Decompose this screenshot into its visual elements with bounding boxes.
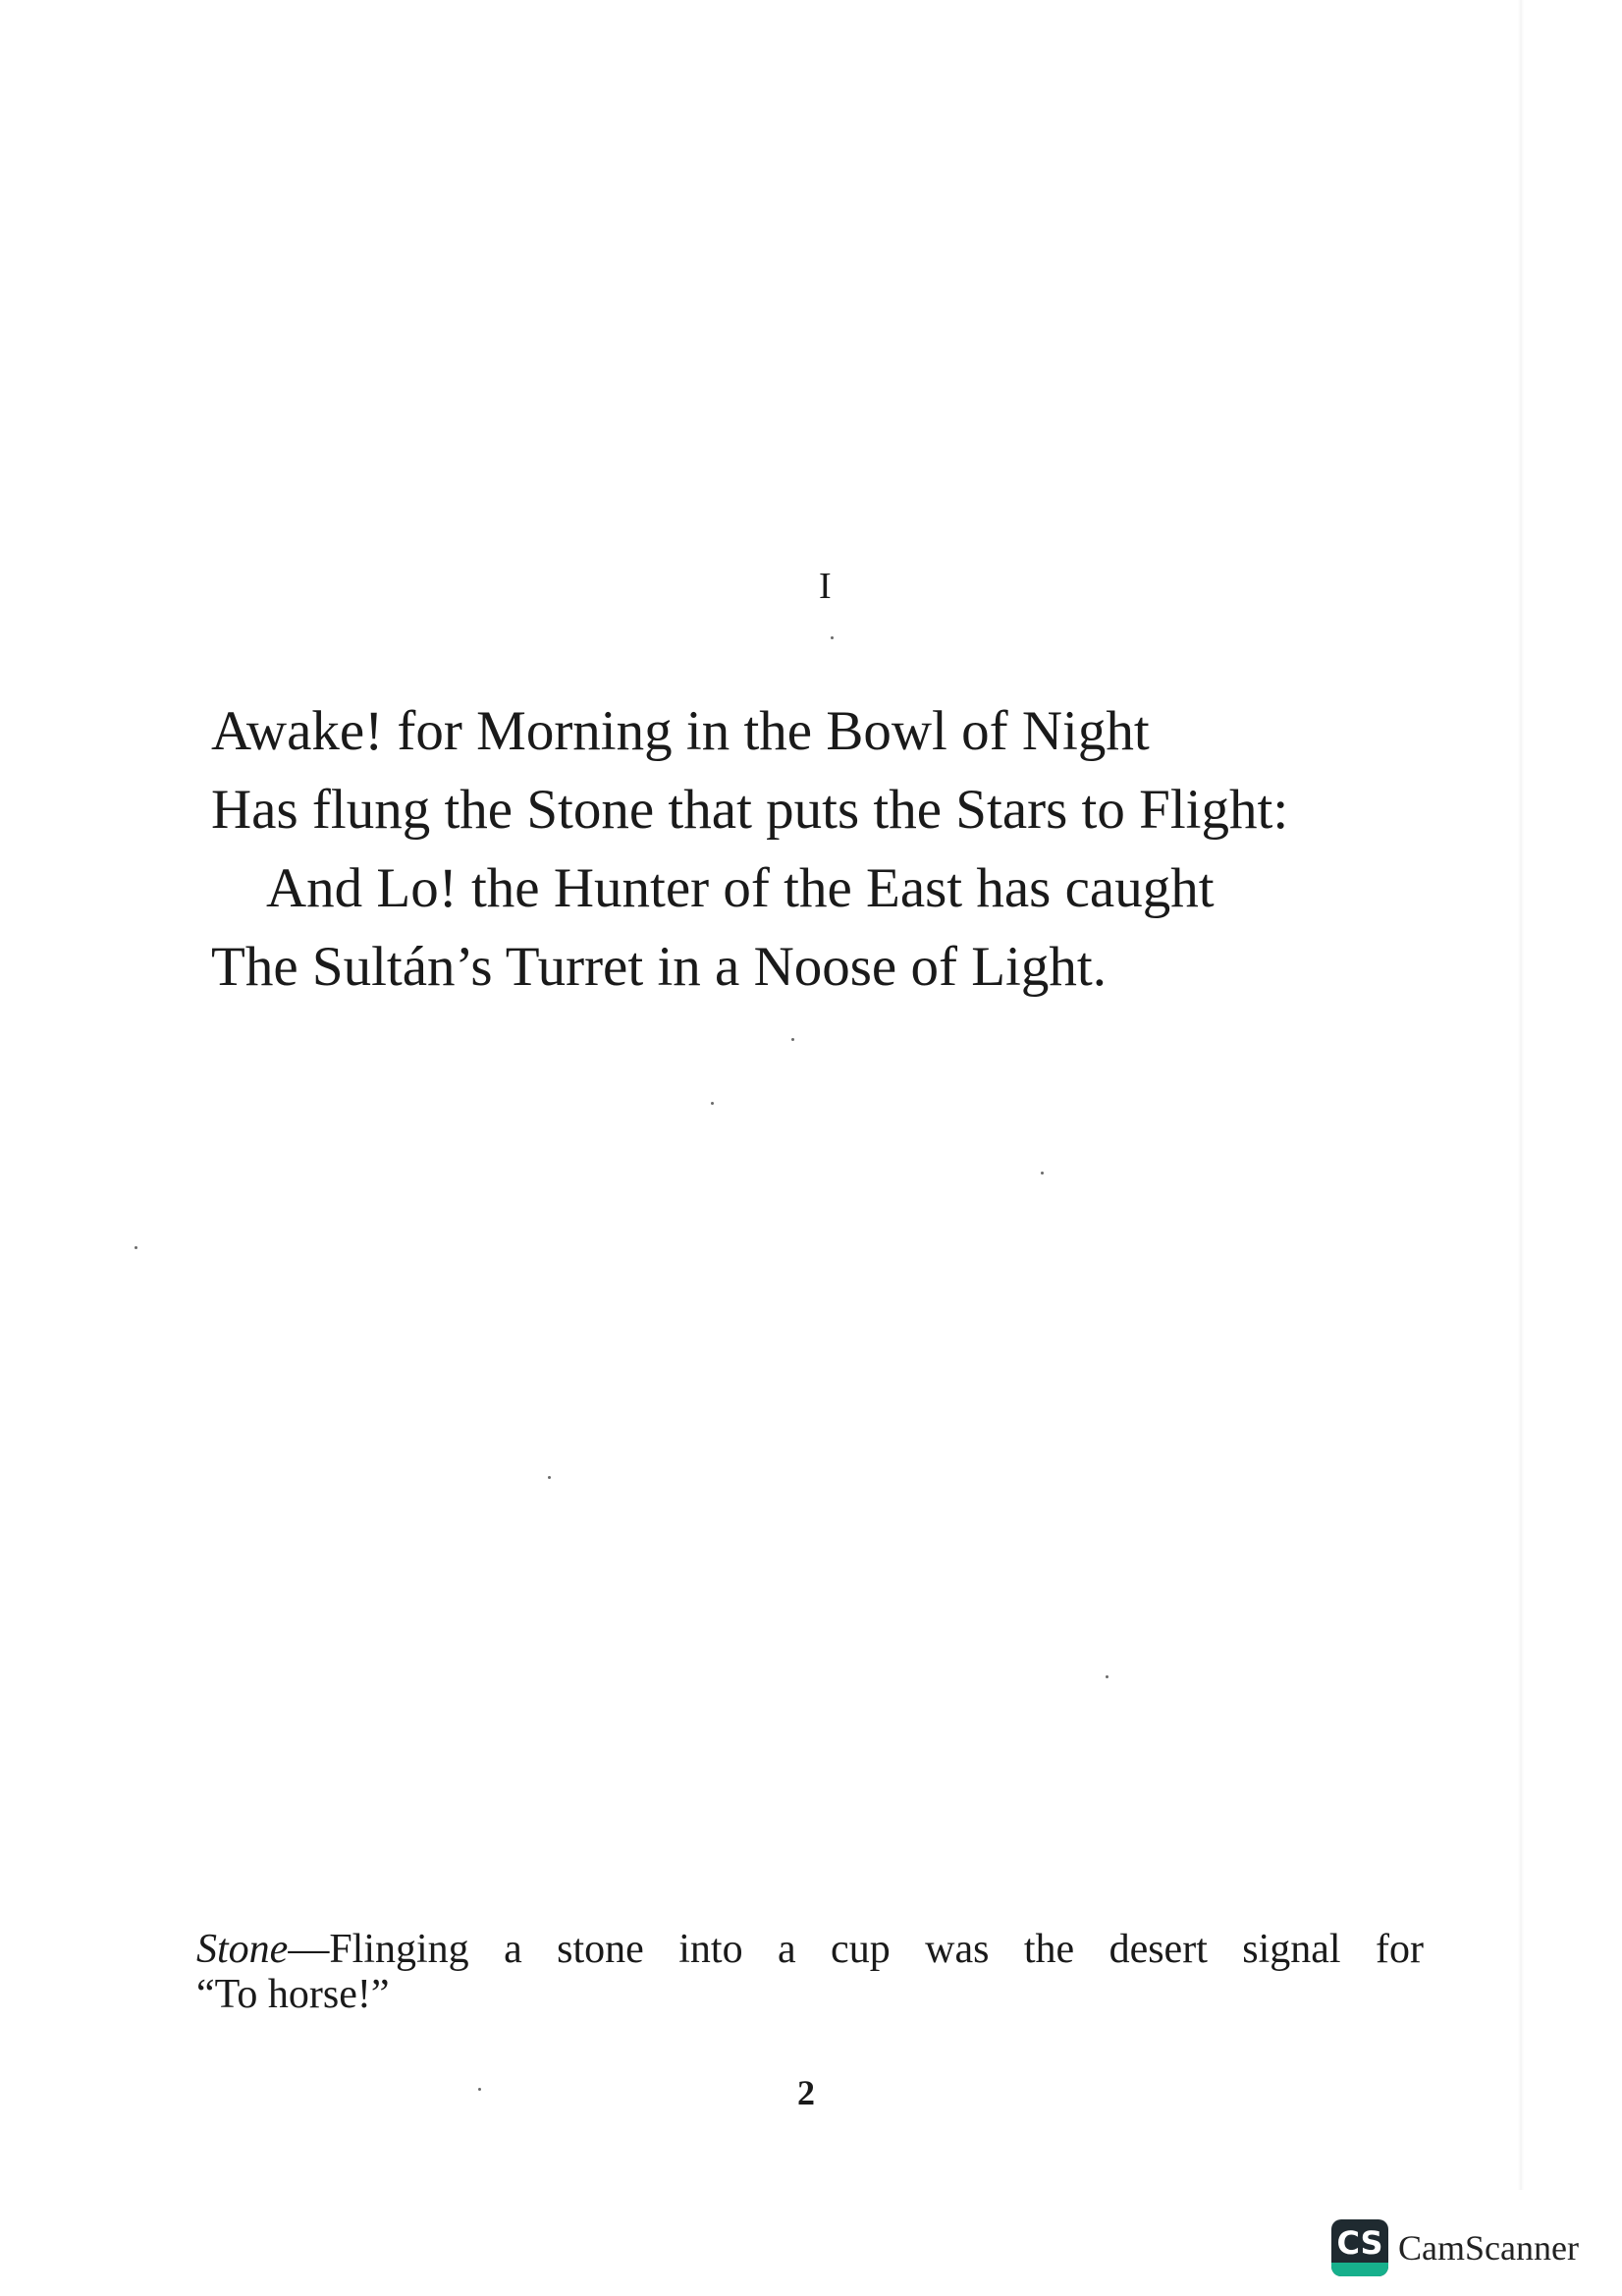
- scan-speck: [1106, 1675, 1108, 1678]
- camscanner-name: CamScanner: [1398, 2228, 1579, 2268]
- page-edge-shadow: [1518, 0, 1524, 2190]
- stanza-number: I: [819, 566, 832, 607]
- footnote-term: Stone: [196, 1927, 289, 1972]
- scan-speck: [135, 1246, 137, 1249]
- poem-line: And Lo! the Hunter of the East has caught: [266, 857, 1215, 919]
- camscanner-logo-band: [1331, 2263, 1388, 2276]
- scan-speck: [1041, 1172, 1044, 1175]
- footnote-text: —Flinging a stone into a cup was the desert signal for: [288, 1927, 1424, 1972]
- page-number: 2: [797, 2073, 815, 2112]
- poem-line: Has flung the Stone that puts the Stars to Flight:: [211, 779, 1289, 841]
- scan-speck: [548, 1476, 551, 1479]
- camscanner-logo-letters: CS: [1336, 2224, 1383, 2262]
- camscanner-logo-icon: [1331, 2219, 1388, 2276]
- poem-stanza: [211, 692, 1288, 1007]
- scan-speck: [831, 636, 834, 639]
- footnote-text-continued: “To horse!”: [196, 1972, 390, 2017]
- poem-line: The Sultán’s Turret in a Noose of Light.: [211, 936, 1107, 998]
- scan-speck: [791, 1038, 794, 1041]
- scan-speck: [711, 1102, 714, 1105]
- poem-line: Awake! for Morning in the Bowl of Night: [211, 700, 1150, 762]
- camscanner-watermark: [1331, 2219, 1579, 2276]
- scan-speck: [478, 2088, 481, 2091]
- footnote: [196, 1927, 1424, 2017]
